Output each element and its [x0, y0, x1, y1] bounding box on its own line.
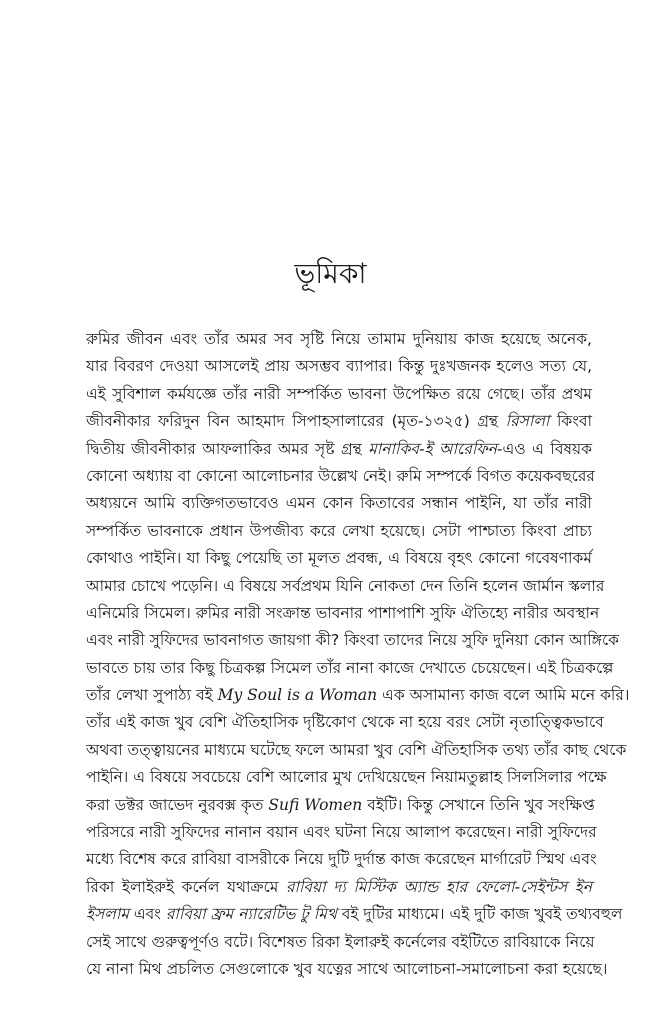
- text-line: [86, 792, 595, 819]
- text-segment: রুমির জীবন এবং তাঁর অমর সব সৃষ্টি নিয়ে তামাম দুনিয়ায় কাজ হয়েছে অনেক,: [86, 330, 592, 348]
- text-line: [86, 655, 614, 682]
- text-segment: এবং: [128, 905, 166, 924]
- text-segment: কিংবা: [549, 412, 593, 431]
- text-line: [86, 819, 597, 846]
- text-segment: যে নানা মিথ প্রচলিত সেগুলোকে খুব যত্নের সাথে আলোচনা-সমালোচনা করা হয়েছে।: [86, 959, 608, 978]
- text-line: [86, 682, 630, 709]
- text-line: [86, 490, 592, 517]
- text-segment: অধ্যয়নে আমি ব্যক্তিগতভাবেও এমন কোন কিতাবের সন্ধান পাইনি, যা তাঁর নারী: [86, 494, 592, 513]
- text-segment: এবং নারী সুফিদের ভাবনাগত জায়গা কী? কিংবা তাদের নিয়ে সুফি দুনিয়া কোন আঙ্গিকে: [86, 631, 620, 650]
- text-line: [86, 764, 607, 791]
- text-line: [86, 436, 592, 463]
- text-segment: সেই সাথে গুরুত্বপূর্ণও বটে। বিশেষত রিকা ইলারুই কর্নেলের বইটিতে রাবিয়াকে নিয়ে: [86, 932, 595, 951]
- text-line: [86, 518, 592, 545]
- text-segment: অথবা তত্ত্বায়নের মাধ্যমে ঘটেছে ফলে আমরা খুব বেশি ঐতিহাসিক তথ্য তাঁর কাছ থেকে: [86, 740, 627, 759]
- text-segment: যার বিবরণ দেওয়া আসলেই প্রায় অসম্ভব ব্যাপার। কিন্তু দুঃখজনক হলেও সত্য যে,: [86, 357, 592, 376]
- text-segment: তাঁর এই কাজ খুব বেশি ঐতিহাসিক দৃষ্টিকোণ থেকে না হয়ে বরং সেটা নৃতাত্ত্বিকভাবে: [86, 713, 604, 732]
- text-segment: -এও এ বিষয়ক: [496, 439, 592, 458]
- text-segment: করা ডক্টর জাভেদ নুরবক্স কৃত: [86, 795, 269, 814]
- text-line: [86, 956, 608, 983]
- text-segment: রিকা ইলাইরুই কর্নেল যথাক্রমে: [86, 877, 286, 896]
- text-line: [86, 846, 597, 873]
- italic-title: ইসলাম: [86, 905, 129, 924]
- italic-title: Sufi Women: [268, 795, 363, 814]
- text-line: [86, 901, 623, 928]
- text-segment: বই দুটির মাধ্যমে। এই দুটি কাজ খুবই তথ্যবহুল: [336, 905, 623, 924]
- text-line: [86, 463, 595, 490]
- text-segment: দ্বিতীয় জীবনীকার আফলাকির অমর সৃষ্ট গ্রন্থ: [86, 439, 369, 458]
- page-title: ভূমিকা: [294, 257, 367, 290]
- text-segment: এক অসামান্য কাজ বলে আমি মনে করি।: [377, 686, 630, 705]
- text-segment: পরিসরে নারী সুফিদের নানান বয়ান এবং ঘটনা নিয়ে আলাপ করেছেন। নারী সুফিদের: [86, 823, 597, 842]
- text-line: [86, 874, 592, 901]
- text-line: [86, 573, 605, 600]
- italic-title: রাবিয়া দ্য মিস্টিক অ্যান্ড হার ফেলো-সেইন্টস ইন: [285, 877, 593, 896]
- text-segment: জীবনীকার ফরিদুন বিন আহমাদ সিপাহসালারের (মৃত-১৩২৫) গ্রন্থ: [86, 412, 506, 431]
- italic-title: মানাকিব-ই আরেফিন: [368, 439, 497, 458]
- text-line: [86, 408, 592, 435]
- text-line: [86, 545, 592, 572]
- italic-title: রাবিয়া ফ্রম ন্যারেটিভ টু মিথ: [165, 905, 337, 924]
- italic-title: My Soul is a Woman: [217, 686, 378, 705]
- text-segment: বইটি। কিন্তু সেখানে তিনি খুব সংক্ষিপ্ত: [362, 795, 595, 814]
- italic-title: রিসালা: [505, 412, 550, 431]
- text-segment: এই সুবিশাল কর্মযজ্ঞে তাঁর নারী সম্পর্কিত ভাবনা উপেক্ষিত রয়ে গেছে। তাঁর প্রথম: [86, 384, 592, 403]
- text-line: [86, 600, 600, 627]
- text-line: [86, 627, 620, 654]
- text-segment: আমার চোখে পড়েনি। এ বিষয়ে সর্বপ্রথম যিনি নোকতা দেন তিনি হলেন জার্মান স্কলার: [86, 576, 605, 595]
- text-segment: সম্পর্কিত ভাবনাকে প্রধান উপজীব্য করে লেখা হয়েছে। সেটা পাশ্চাত্য কিংবা প্রাচ্য: [86, 521, 592, 540]
- text-line: [86, 737, 627, 764]
- text-segment: মধ্যে বিশেষ করে রাবিয়া বাসরীকে নিয়ে দুটি দুর্দান্ত কাজ করেছেন মার্গারেট স্মিথ এবং: [86, 850, 597, 869]
- text-line: [86, 709, 604, 736]
- text-line: [86, 381, 592, 408]
- text-segment: পাইনি। এ বিষয়ে সবচেয়ে বেশি আলোর মুখ দেখিয়েছেন নিয়ামতুল্লাহ সিলসিলার পক্ষে: [86, 768, 607, 787]
- text-line: [86, 353, 592, 380]
- body-paragraph: [86, 326, 630, 983]
- text-segment: এনিমেরি সিমেল। রুমির নারী সংক্রান্ত ভাবনার পাশাপাশি সুফি ঐতিহ্যে নারীর অবস্থান: [86, 603, 600, 622]
- text-segment: কোনো অধ্যায় বা কোনো আলোচনার উল্লেখ নেই। রুমি সম্পর্কে বিগত কয়েকবছরের: [86, 466, 595, 485]
- text-line: [86, 326, 592, 353]
- text-segment: ভাবতে চায় তার কিছু চিত্রকল্প সিমেল তাঁর নানা কাজে দেখাতে চেয়েছেন। এই চিত্রকল্পে: [86, 658, 614, 677]
- text-segment: কোথাও পাইনি। যা কিছু পেয়েছি তা মূলত প্রবন্ধ, এ বিষয়ে বৃহৎ কোনো গবেষণাকর্ম: [86, 549, 592, 568]
- text-segment: তাঁর লেখা সুপাঠ্য বই: [86, 686, 218, 705]
- text-line: [86, 929, 595, 956]
